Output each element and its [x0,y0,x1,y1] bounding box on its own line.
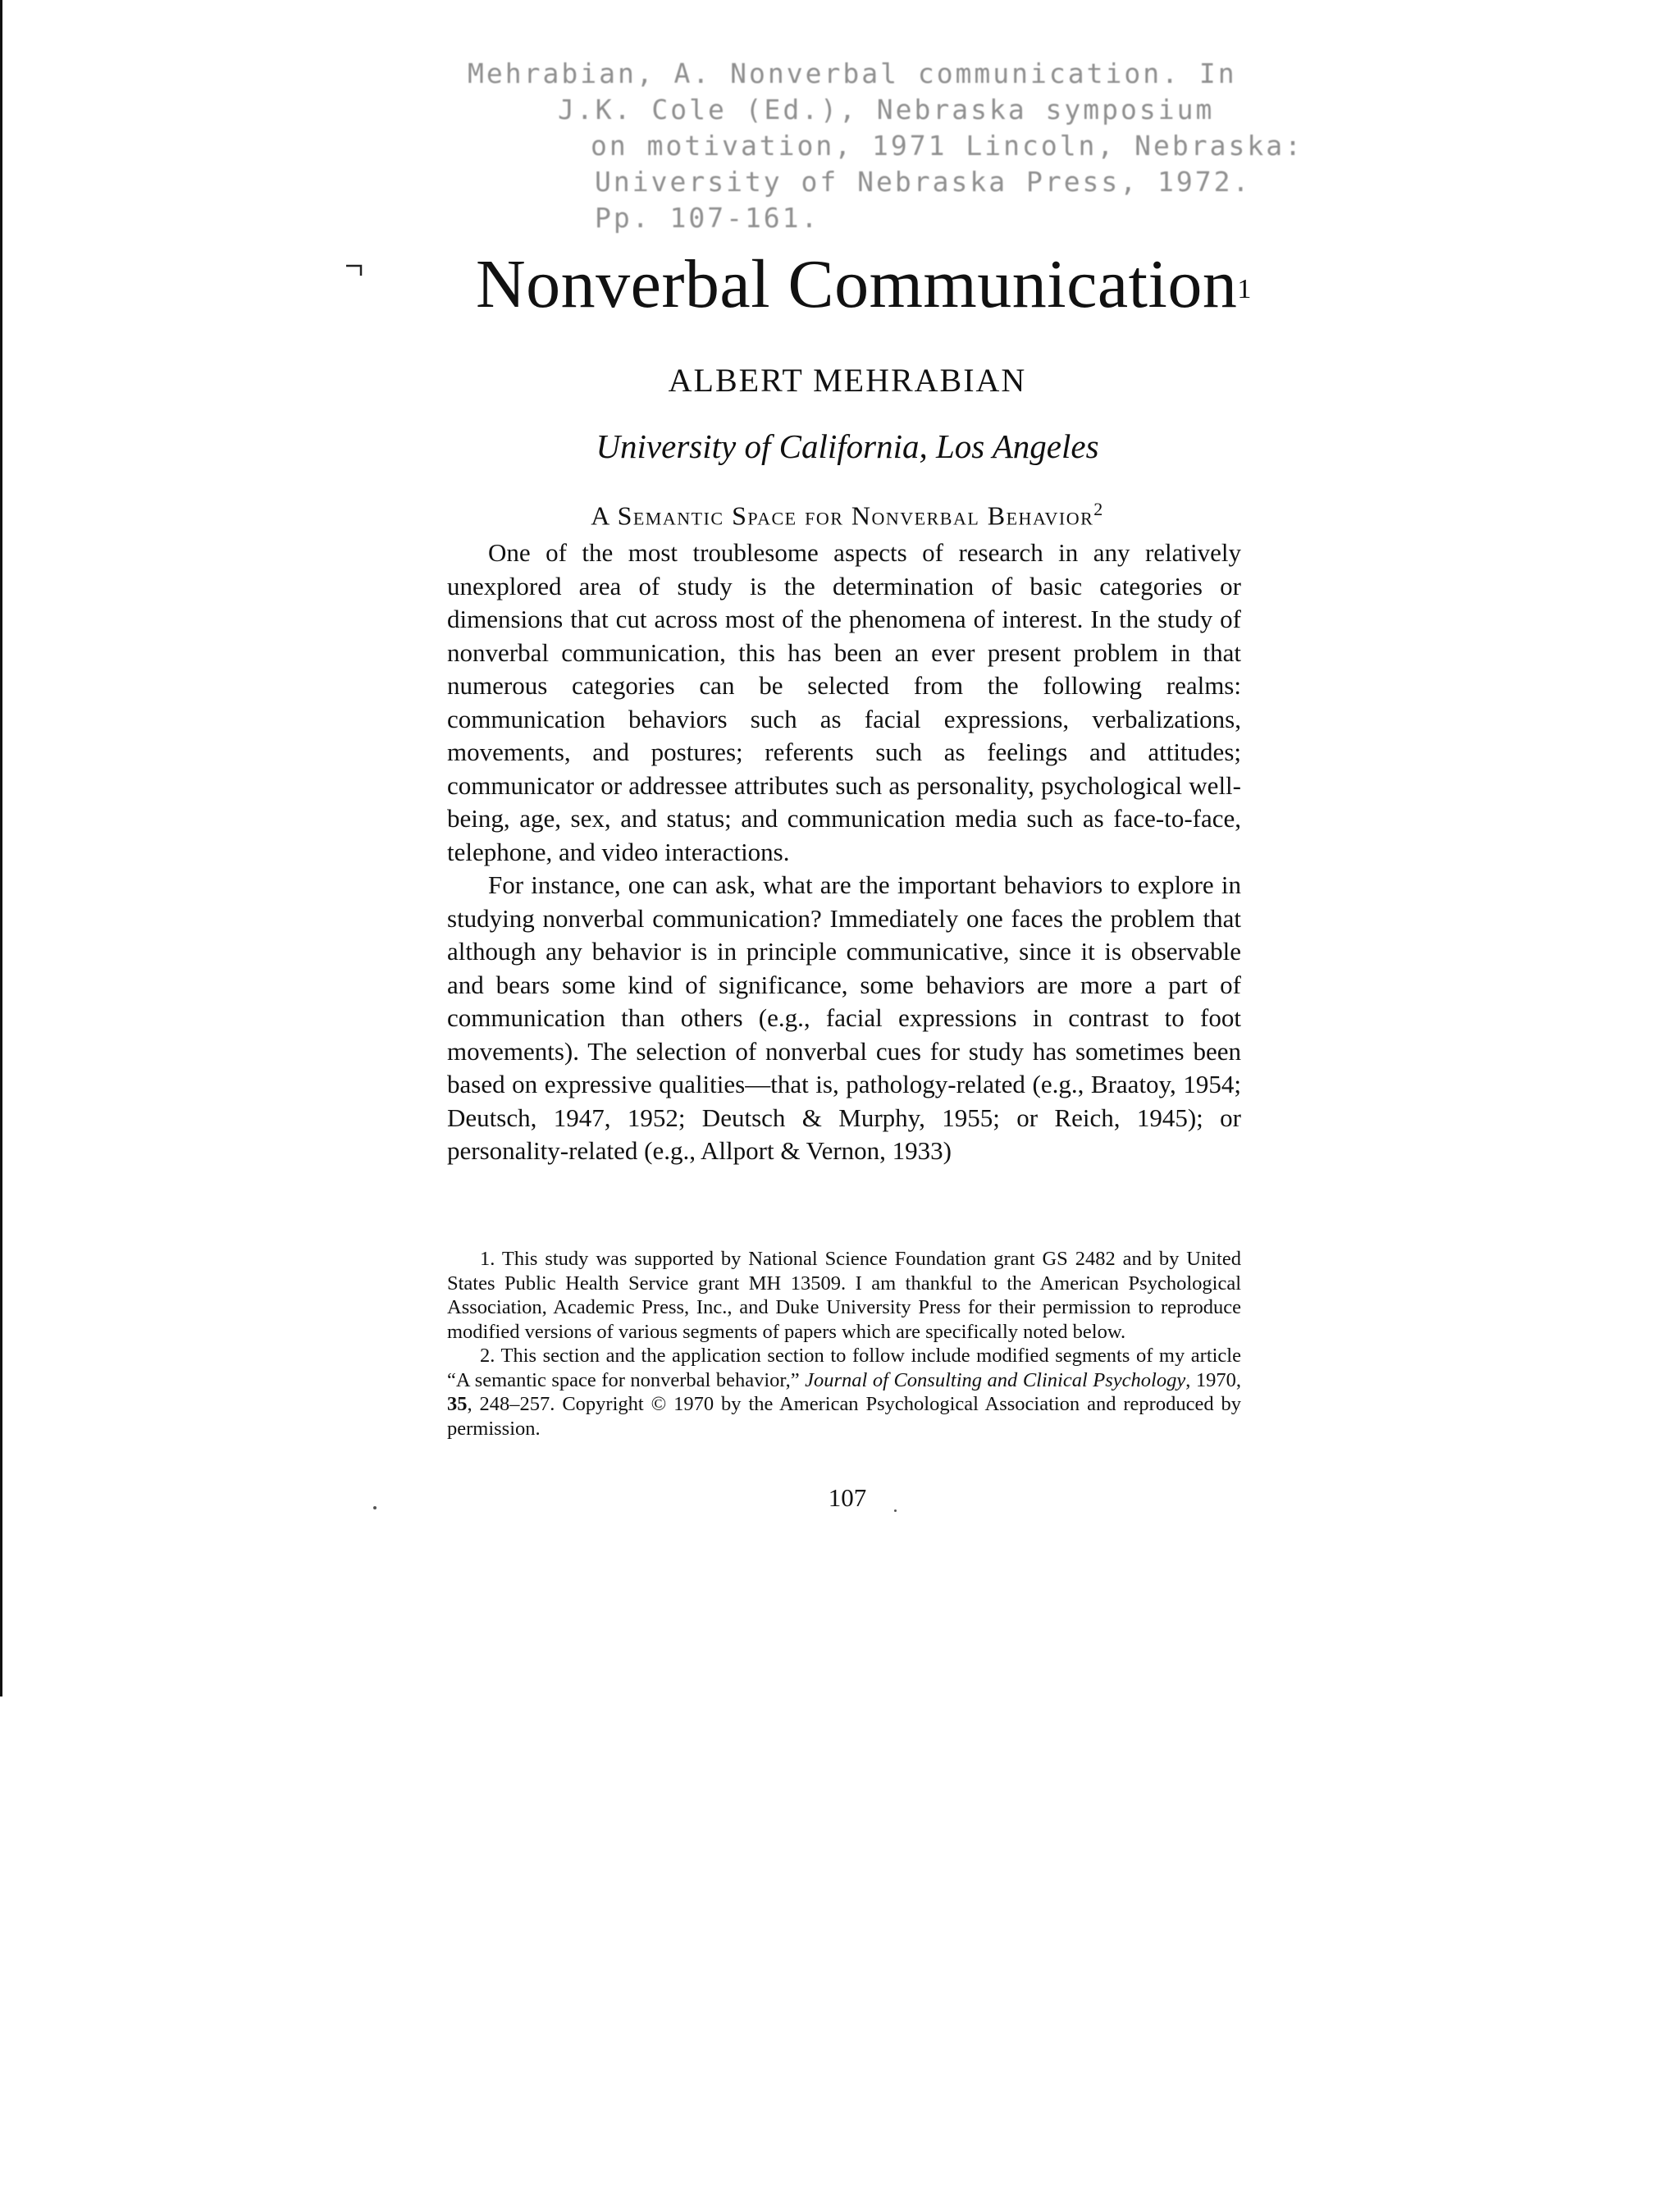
footnotes [447,1247,1241,1441]
author-affiliation: University of California, Los Angeles [596,427,1099,465]
footnote-2-journal: Journal of Consulting and Clinical Psychology [805,1368,1186,1391]
margin-bracket-mark [345,261,364,279]
section-footnote-mark: 2 [1093,499,1104,519]
body-paragraph: For instance, one can ask, what are the important behaviors to explore in studying nonverbal communication? Immediately one faces the problem that although any behavior is in principle communicative, since it is observable and bears some kind of significance, some behaviors are more a part of communication than others (e.g., facial expressions in contrast to foot movements). The selection of nonverbal cues for study has sometimes been based on expressive qualities—that is, pathology-related (e.g., Braatoy, 1954; Deutsch, 1947, 1952; Deutsch & Murphy, 1955; or Reich, 1945); or personality-related (e.g., Allport & Vernon, 1933) [447,870,1241,1165]
footnote-1: 1. This study was supported by National Science Foundation grant GS 2482 and by United States Public Health Service grant MH 13509. I am thankful to the American Psychological Association, Academic Press, Inc., and Duke University Press for their permission to reproduce modified versions of various segments of papers which are specifically noted below. [447,1248,1241,1343]
stamp-line: University of Nebraska Press, 1972. [595,166,1252,198]
body-paragraph: One of the most troublesome aspects of research in any relatively unexplored area of study is the determination of basic categories or dimensions that cut across most of the phenomena of interest. In the study of nonverbal communication, this has been an ever present problem in that numerous categories can be selected from the following realms: communication behaviors such as facial expressions, verbalizations, movements, and postures; referents such as feelings and attitudes; communicator or addressee attributes such as personality, psychological well-being, age, sex, and status; and communication media such as face-to-face, telephone, and video interactions. [447,538,1241,866]
stamp-line: Mehrabian, A. Nonverbal communication. In [468,57,1237,89]
footnote-2-text: 2. This section and the application section to follow include modified segments of my article “A semantic space for nonverbal behavior,” [447,1345,1241,1391]
scan-speck [894,1509,897,1512]
article-title [476,240,1252,330]
library-citation-stamp [468,56,1303,236]
scan-speck [373,1506,377,1509]
title-footnote-mark: 1 [1237,274,1252,304]
author-name: ALBERT MEHRABIAN [668,362,1027,399]
article-title-text: Nonverbal Communication [476,246,1238,322]
page-number: 107 [828,1483,867,1512]
stamp-line: on motivation, 1971 Lincoln, Nebraska: [591,130,1303,162]
section-heading-text: A Semantic Space for Nonverbal Behavior [591,500,1094,531]
footnote-2-text: , 248–257. Copyright © 1970 by the American Psychological Association and reproduced by permission. [447,1393,1241,1440]
footnote-2 [447,1344,1241,1441]
stamp-line: Pp. 107-161. [595,202,820,234]
page-left-edge-rule [0,0,2,1697]
article-body [447,537,1241,1168]
footnote-2-text: , 1970, [1185,1368,1242,1391]
footnote-2-volume: 35 [447,1393,468,1415]
section-heading [0,499,1680,532]
stamp-line: J.K. Cole (Ed.), Nebraska symposium [558,94,1215,126]
